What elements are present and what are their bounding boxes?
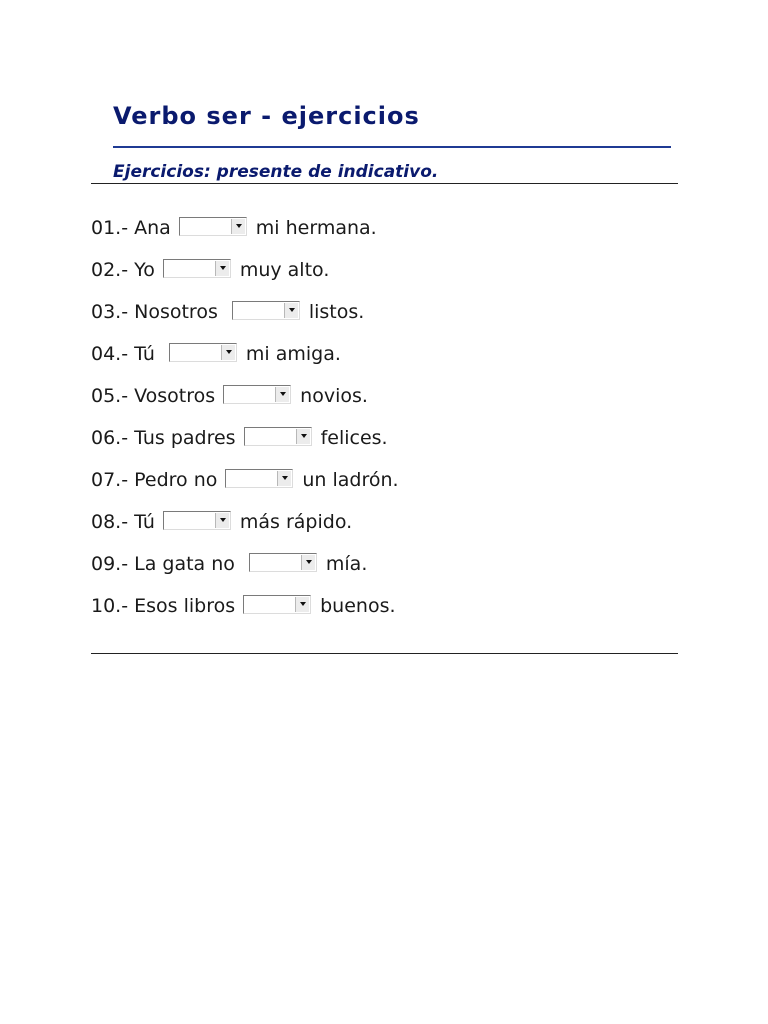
exercise-suffix: mi amiga. <box>245 343 341 365</box>
exercise-prefix: 08.- Tú <box>91 511 155 533</box>
exercise-prefix: 04.- Tú <box>91 343 155 365</box>
exercise-suffix: un ladrón. <box>302 469 399 491</box>
exercise-prefix: 10.- Esos libros <box>91 595 236 617</box>
exercise-row <box>91 459 399 501</box>
answer-select[interactable] <box>223 385 291 404</box>
exercise-prefix: 09.- La gata no <box>91 553 235 575</box>
exercise-suffix: buenos. <box>320 595 396 617</box>
exercise-row <box>91 333 399 375</box>
exercise-row <box>91 291 399 333</box>
title-divider <box>113 146 671 148</box>
exercise-suffix: mía. <box>325 553 368 575</box>
exercise-prefix: 01.- Ana <box>91 217 171 239</box>
exercise-row <box>91 543 399 585</box>
exercise-prefix: 07.- Pedro no <box>91 469 218 491</box>
exercise-list <box>91 207 399 627</box>
exercise-prefix: 06.- Tus padres <box>91 427 236 449</box>
answer-select[interactable] <box>163 511 231 530</box>
chevron-down-icon[interactable] <box>284 303 298 318</box>
exercise-prefix: 05.- Vosotros <box>91 385 216 407</box>
exercise-suffix: más rápido. <box>239 511 353 533</box>
exercise-row <box>91 375 399 417</box>
exercise-suffix: listos. <box>308 301 365 323</box>
answer-select[interactable] <box>244 427 312 446</box>
bottom-divider <box>91 653 678 654</box>
exercise-prefix: 02.- Yo <box>91 259 155 281</box>
exercise-row <box>91 501 399 543</box>
exercise-row <box>91 207 399 249</box>
answer-select[interactable] <box>179 217 247 236</box>
page-title: Verbo ser - ejercicios <box>113 102 420 130</box>
chevron-down-icon[interactable] <box>231 219 245 234</box>
chevron-down-icon[interactable] <box>301 555 315 570</box>
answer-select[interactable] <box>169 343 237 362</box>
exercise-suffix: felices. <box>320 427 388 449</box>
chevron-down-icon[interactable] <box>215 261 229 276</box>
chevron-down-icon[interactable] <box>277 471 291 486</box>
exercise-prefix: 03.- Nosotros <box>91 301 218 323</box>
exercise-suffix: muy alto. <box>239 259 330 281</box>
chevron-down-icon[interactable] <box>275 387 289 402</box>
answer-select[interactable] <box>163 259 231 278</box>
exercise-row <box>91 417 399 459</box>
section-subtitle: Ejercicios: presente de indicativo. <box>113 162 439 182</box>
chevron-down-icon[interactable] <box>215 513 229 528</box>
chevron-down-icon[interactable] <box>295 597 309 612</box>
chevron-down-icon[interactable] <box>221 345 235 360</box>
exercise-row <box>91 249 399 291</box>
exercise-row <box>91 585 399 627</box>
answer-select[interactable] <box>243 595 311 614</box>
answer-select[interactable] <box>225 469 293 488</box>
exercise-suffix: novios. <box>300 385 368 407</box>
answer-select[interactable] <box>232 301 300 320</box>
exercise-suffix: mi hermana. <box>255 217 377 239</box>
answer-select[interactable] <box>249 553 317 572</box>
chevron-down-icon[interactable] <box>296 429 310 444</box>
subtitle-divider <box>91 183 678 184</box>
